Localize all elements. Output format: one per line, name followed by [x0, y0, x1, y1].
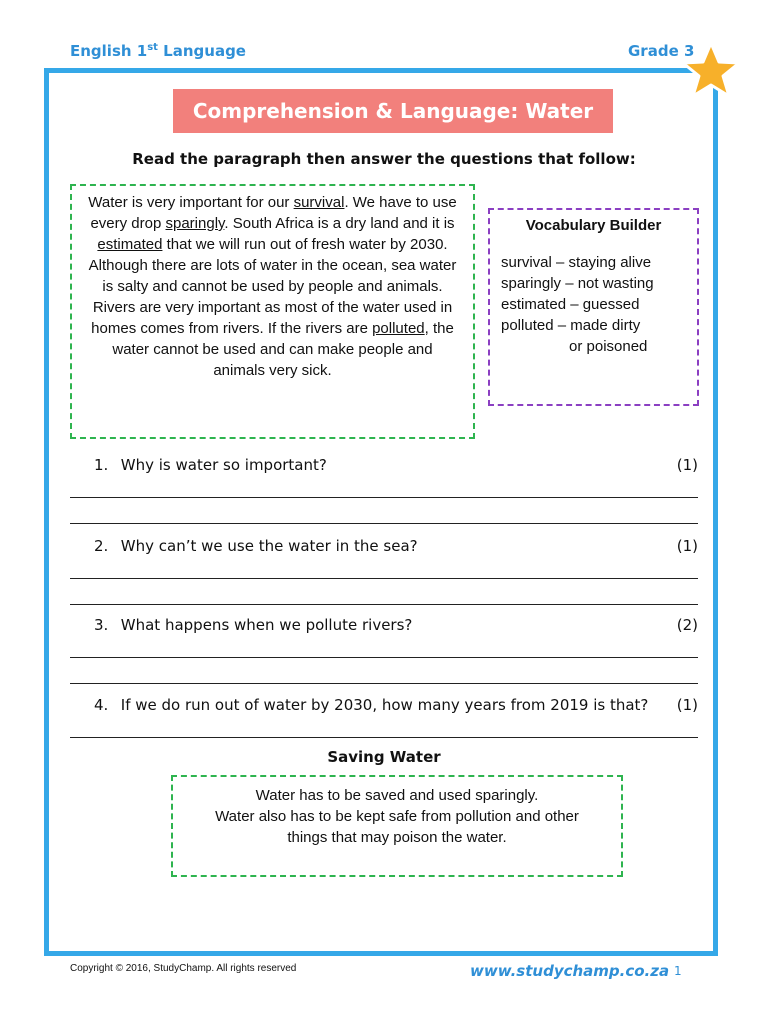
vocabulary-builder-box — [488, 208, 699, 406]
question-4: 4. If we do run out of water by 2030, how many years from 2019 is that? (1) — [94, 696, 698, 714]
vocabulary-title: Vocabulary Builder — [525, 217, 662, 234]
answer-line[interactable] — [70, 578, 698, 579]
vocab-entry: sparingly – not wasting — [501, 275, 654, 292]
subject-header: English 1st Language — [70, 42, 246, 60]
question-4-marks: (1) — [676, 696, 698, 714]
page-number: 1 — [674, 964, 682, 978]
saving-water-title: Saving Water — [327, 748, 441, 766]
saving-line: things that may poison the water. — [287, 829, 507, 846]
answer-line[interactable] — [70, 737, 698, 738]
vocab-entry: estimated – guessed — [501, 296, 640, 313]
vocab-word-sparingly: sparingly — [165, 215, 225, 232]
question-1: 1. Why is water so important? (1) — [94, 456, 698, 474]
grade-header: Grade 3 — [628, 42, 695, 60]
question-3: 3. What happens when we pollute rivers? (2) — [94, 616, 698, 634]
answer-line[interactable] — [70, 523, 698, 524]
copyright-text: Copyright © 2016, StudyChamp. All rights reserved — [70, 963, 297, 974]
website-link[interactable]: www.studychamp.co.za — [470, 962, 670, 980]
question-3-marks: (2) — [676, 616, 698, 634]
instruction-text: Read the paragraph then answer the questions that follow: — [132, 150, 636, 168]
question-2-marks: (1) — [676, 537, 698, 555]
star-icon — [680, 40, 742, 102]
answer-line[interactable] — [70, 604, 698, 605]
vocab-entry: survival – staying alive — [501, 254, 652, 271]
answer-line[interactable] — [70, 497, 698, 498]
worksheet-title: Comprehension & Language: Water — [173, 89, 613, 133]
vocab-entry: or poisoned — [569, 338, 648, 355]
vocab-word-polluted: polluted — [372, 320, 425, 337]
answer-line[interactable] — [70, 683, 698, 684]
vocab-word-estimated: estimated — [97, 236, 163, 253]
saving-line: Water also has to be kept safe from pollution and other — [215, 808, 579, 825]
vocabulary-list — [490, 252, 697, 357]
saving-line: Water has to be saved and used sparingly. — [255, 787, 539, 804]
question-2: 2. Why can’t we use the water in the sea? (1) — [94, 537, 698, 555]
reading-paragraph: Water is very important for our survival. We have to use every drop sparingly. South Africa is a dry land and it is estimated that we will run out of fresh water by 2030. Although there are lots of water in the ocean, sea water is salty and cannot be used by people and animals. Rivers are very important as most of the water used in homes comes from rivers. If the rivers are polluted, the water cannot be used and can make people and animals very sick. — [70, 184, 475, 439]
answer-line[interactable] — [70, 657, 698, 658]
vocab-word-survival: survival — [293, 194, 345, 211]
saving-water-box — [171, 775, 623, 877]
vocab-entry: polluted – made dirty — [501, 317, 641, 334]
question-1-marks: (1) — [676, 456, 698, 474]
